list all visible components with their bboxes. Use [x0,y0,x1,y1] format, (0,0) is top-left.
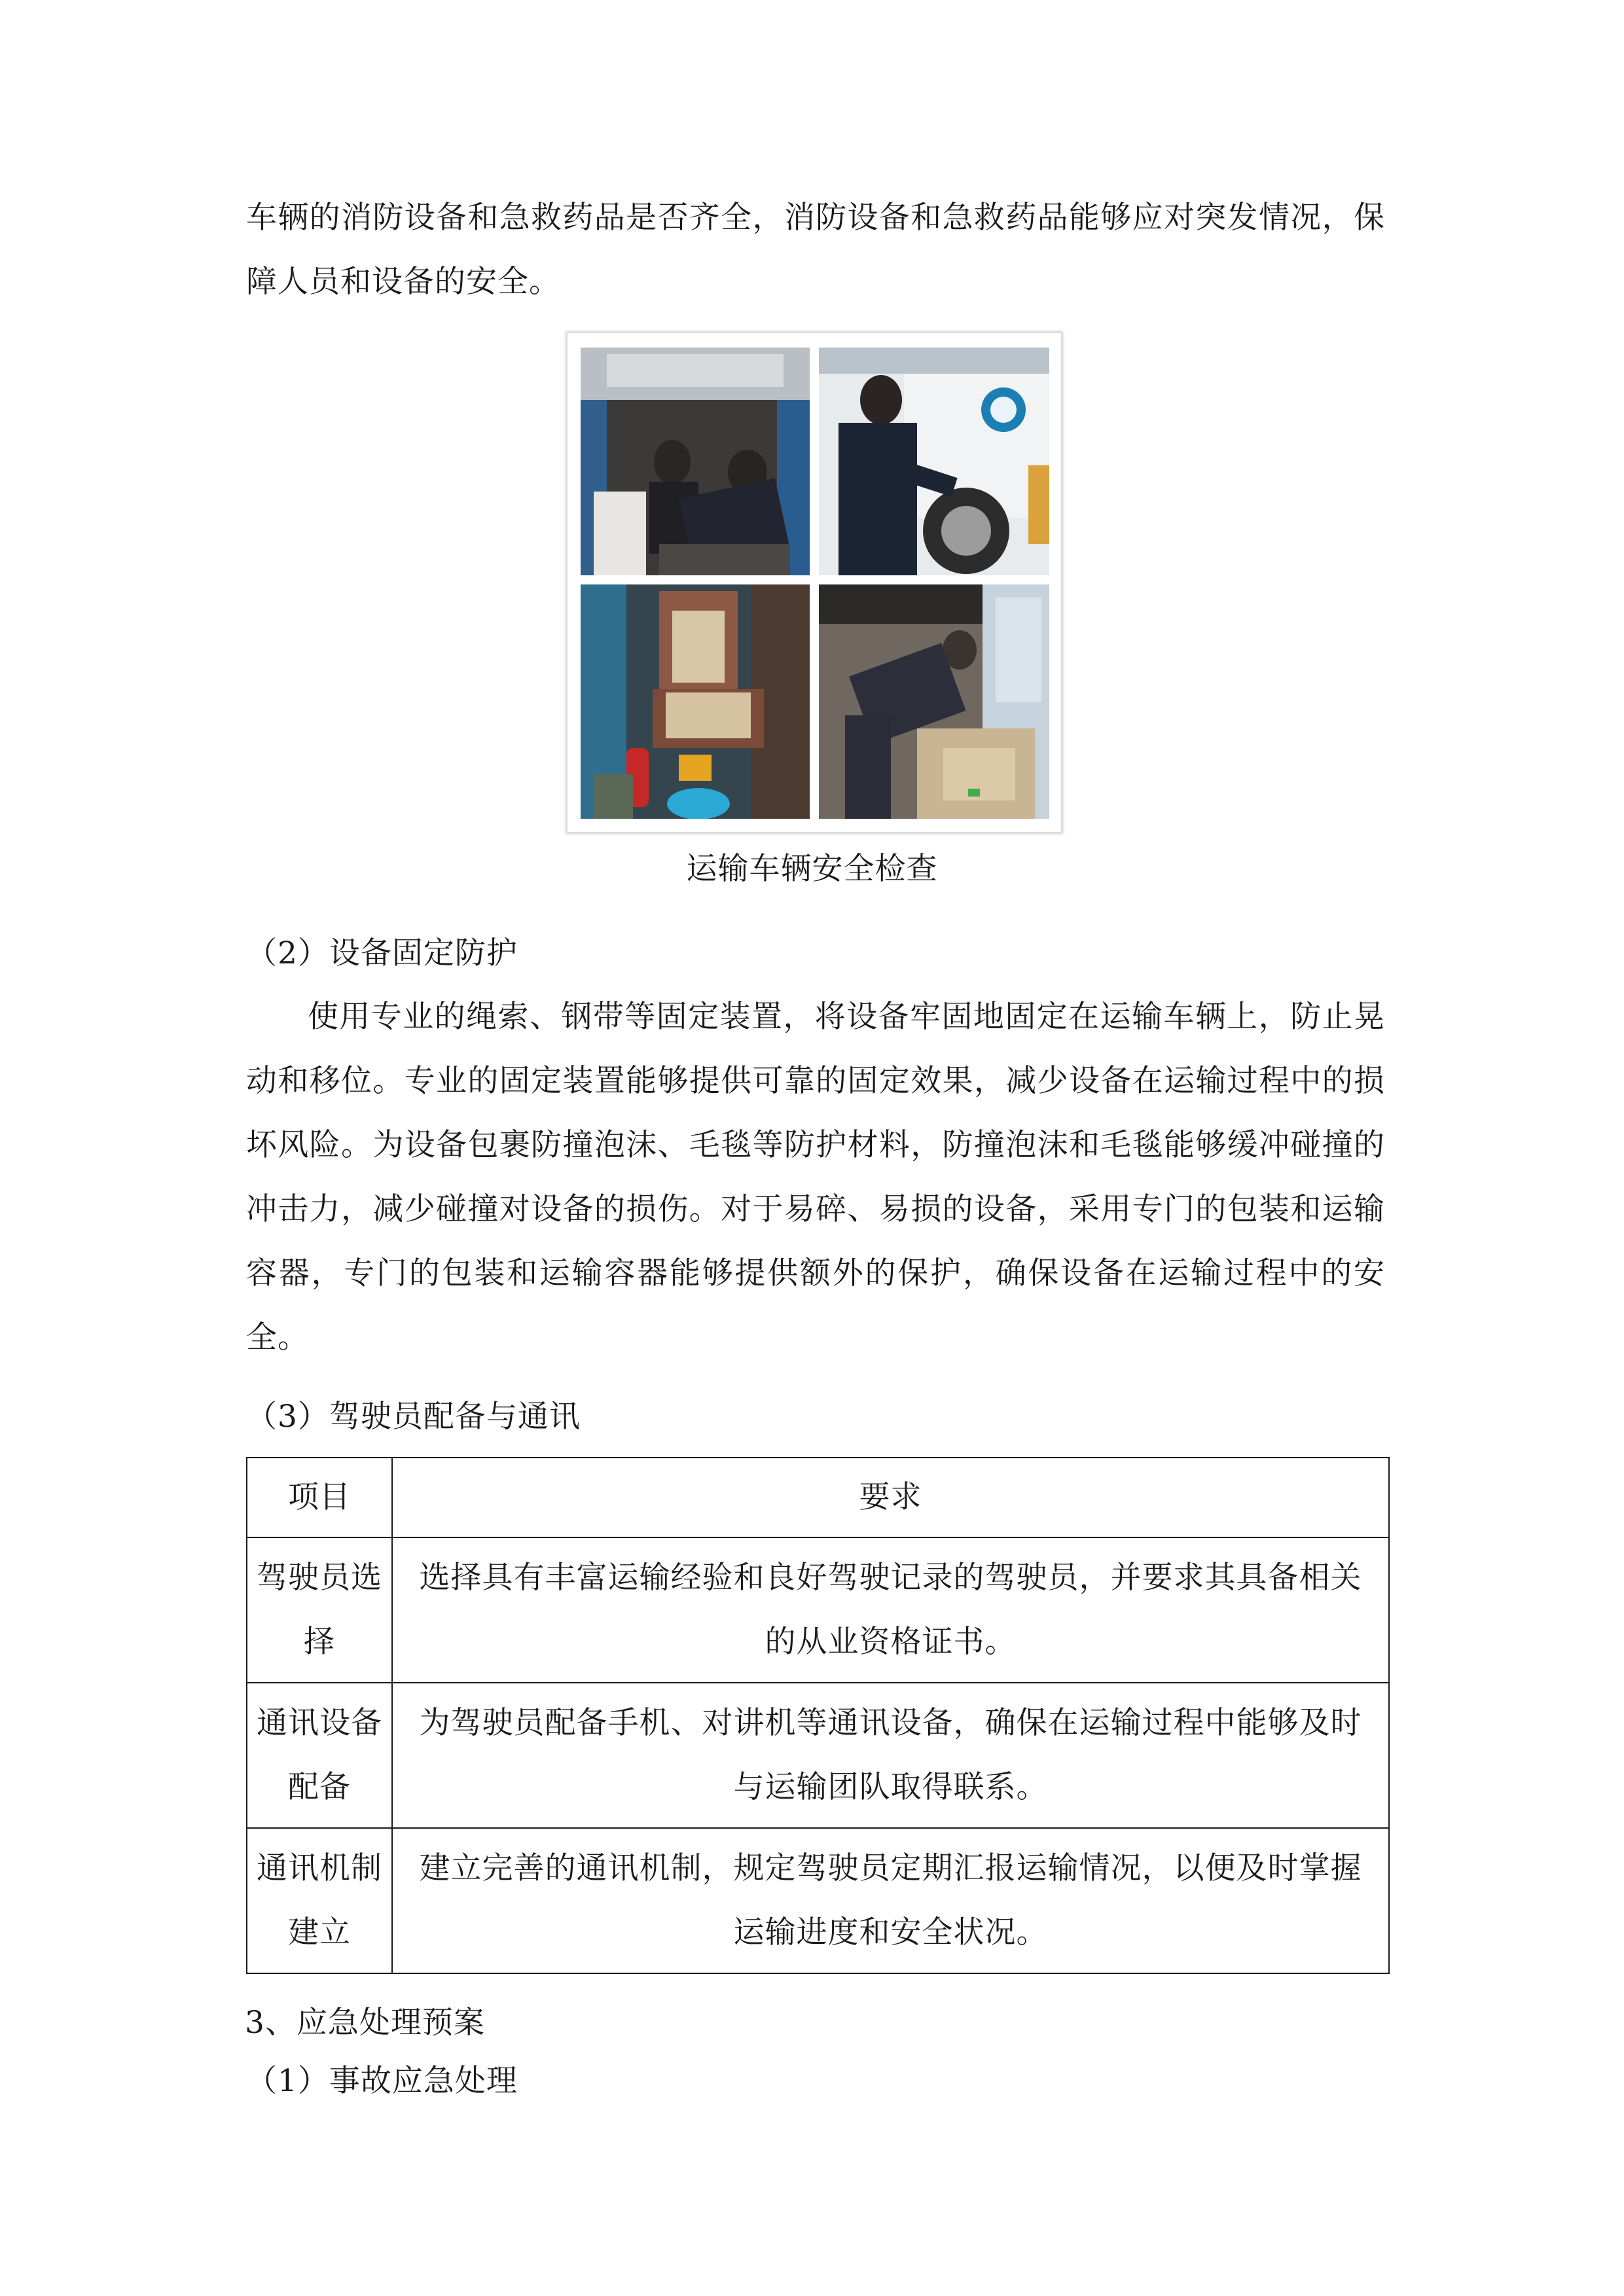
table-header-item: 项目 [247,1458,392,1537]
photo-driver-seat-extinguisher [581,584,810,819]
table-row [247,1828,1389,1973]
vehicle-inspection-photo-collage [567,332,1062,833]
table-row [247,1537,1389,1683]
table-row [247,1683,1389,1828]
table-cell-item: 通讯机制建立 [247,1828,392,1973]
section-2-heading: （2）设备固定防护 [246,935,518,971]
table-cell-requirement: 为驾驶员配备手机、对讲机等通讯设备，确保在运输过程中能够及时与运输团队取得联系。 [392,1683,1389,1828]
table-cell-requirement: 建立完善的通讯机制，规定驾驶员定期汇报运输情况，以便及时掌握运输进度和安全状况。 [392,1828,1389,1973]
photo-wheel-inspection [819,348,1049,575]
section-3-heading: （3）驾驶员配备与通讯 [246,1399,581,1435]
driver-communication-table [246,1457,1390,1974]
section-2-body: 使用专业的绳索、钢带等固定装置，将设备牢固地固定在运输车辆上，防止晃动和移位。专业的固定装置能够提供可靠的固定效果，减少设备在运输过程中的损坏风险。为设备包裹防撞泡沫、毛毯等防护材料，防撞泡沫和毛毯能够缓冲碰撞的冲击力，减少碰撞对设备的损伤。对于易碎、易损的设备，采用专门的包装和运输容器，专门的包装和运输容器能够提供额外的保护，确保设备在运输过程中的安全。 [246,999,1385,1355]
emergency-sub-heading: （1）事故应急处理 [246,2063,518,2099]
figure-caption: 运输车辆安全检查 [686,851,938,887]
intro-paragraph: 车辆的消防设备和急救药品是否齐全，消防设备和急救药品能够应对突发情况，保障人员和设备的安全。 [246,200,1385,300]
photo-bus-interior-inspection [581,348,810,575]
photo-dashboard-inspection [819,584,1049,819]
table-cell-item: 驾驶员选择 [247,1537,392,1683]
table-cell-requirement: 选择具有丰富运输经验和良好驾驶记录的驾驶员，并要求其具备相关的从业资格证书。 [392,1537,1389,1683]
table-cell-item: 通讯设备配备 [247,1683,392,1828]
emergency-heading: 3、应急处理预案 [245,2005,485,2041]
table-header-row [247,1458,1389,1537]
table-header-requirement: 要求 [392,1458,1389,1537]
